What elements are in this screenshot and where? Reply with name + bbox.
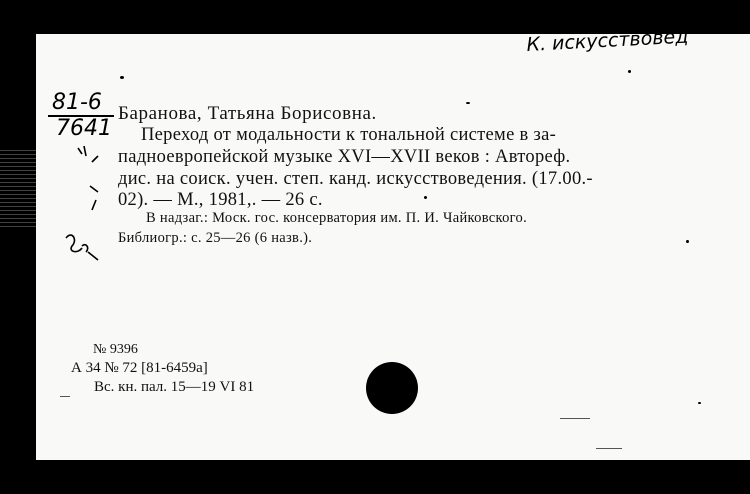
shelf-index-top: 81-6: [52, 90, 102, 115]
registry-code: А 34 № 72 [81-6459а]: [71, 360, 208, 376]
title-line-3: дис. на соиск. учен. степ. канд. искусствоведения. (17.00.-: [118, 169, 593, 189]
title-line-4: 02). — М., 1981,. — 26 с.: [118, 190, 323, 210]
speck: [120, 76, 124, 79]
scan-noise: [560, 418, 590, 419]
note-institution: В надзаг.: Моск. гос. консерватория им. П. И. Чайковского.: [146, 210, 528, 226]
speck: [628, 70, 631, 73]
margin-scribble-icon: [62, 140, 122, 280]
scan-edge: [0, 150, 36, 230]
punch-hole: [366, 362, 418, 414]
note-bibliography: Библиогр.: с. 25—26 (6 назв.).: [118, 230, 313, 246]
author-name: Баранова, Татьяна Борисовна.: [118, 103, 377, 124]
handwritten-classification: К. искусствовед: [526, 25, 689, 56]
shelf-index-bottom: 7641: [56, 116, 112, 141]
speck: [698, 402, 701, 404]
registry-number: № 9396: [93, 342, 138, 357]
title-line-2: падноевропейской музыке XVI—XVII веков : Автореф.: [118, 147, 571, 167]
speck: [466, 102, 470, 104]
speck: [686, 240, 689, 243]
registry-press: Вс. кн. пал. 15—19 VI 81: [94, 379, 255, 395]
title-line-1: Переход от модальности к тональной системе в за-: [141, 125, 557, 145]
speck: [424, 196, 427, 199]
scan-noise: [596, 448, 622, 449]
scan-noise: [60, 396, 70, 397]
